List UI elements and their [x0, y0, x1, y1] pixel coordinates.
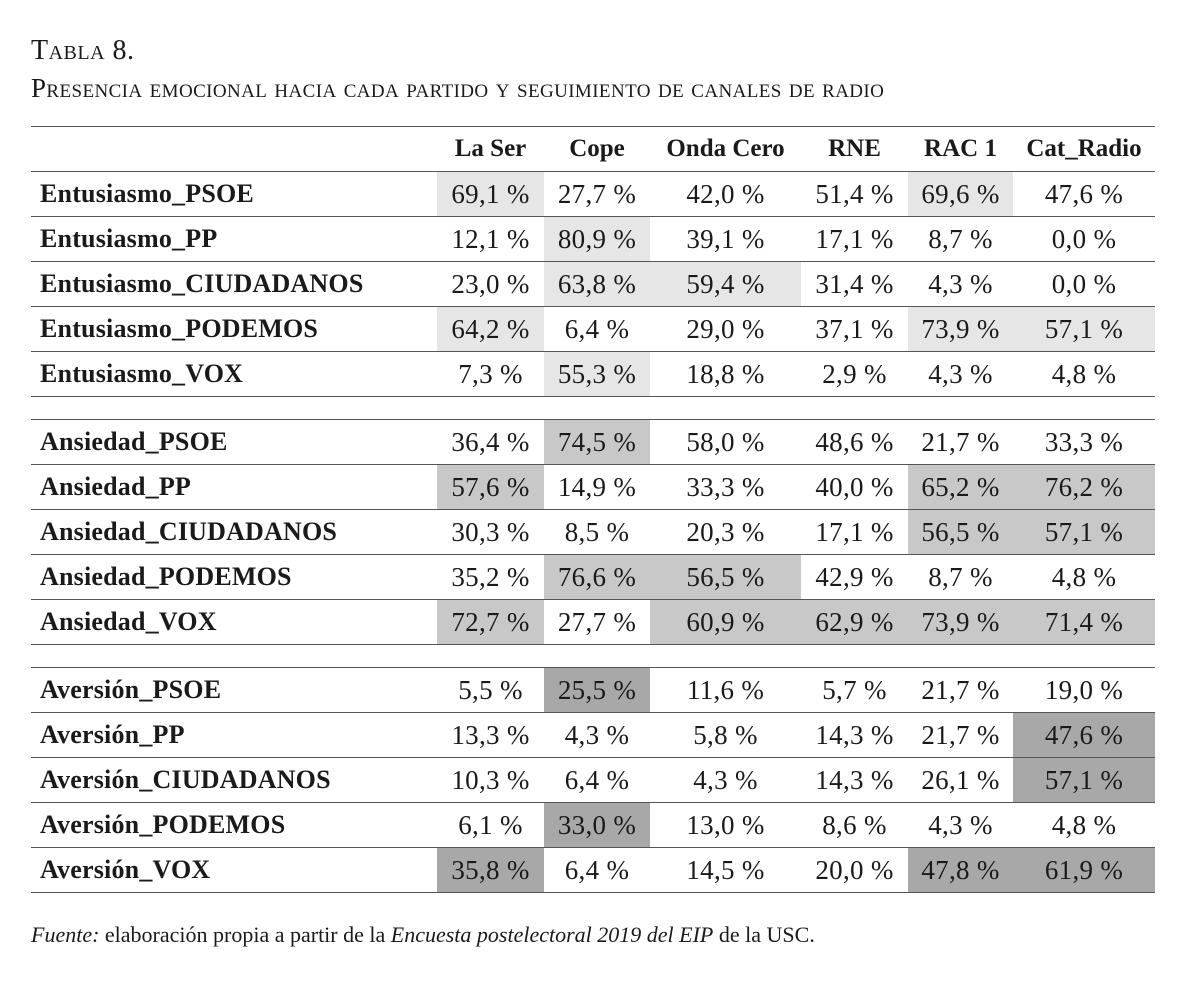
value-cell: 17,1 %: [801, 510, 908, 555]
value-cell: 4,3 %: [650, 758, 801, 803]
value-cell: 5,8 %: [650, 713, 801, 758]
table-row: [31, 758, 1155, 803]
value-cell: 6,4 %: [544, 307, 650, 352]
value-cell: 73,9 %: [908, 307, 1013, 352]
value-cell: 21,7 %: [908, 668, 1013, 713]
table-row: [31, 510, 1155, 555]
table-row: [31, 555, 1155, 600]
value-cell: 0,0 %: [1013, 217, 1155, 262]
value-cell: 0,0 %: [1013, 262, 1155, 307]
source-prefix: Fuente:: [31, 922, 100, 947]
value-cell: 6,4 %: [544, 848, 650, 893]
row-label: Entusiasmo_CIUDADANOS: [31, 262, 437, 307]
value-cell: 35,2 %: [437, 555, 544, 600]
value-cell: 4,3 %: [908, 262, 1013, 307]
value-cell: 56,5 %: [650, 555, 801, 600]
value-cell: 47,6 %: [1013, 713, 1155, 758]
value-cell: 4,8 %: [1013, 803, 1155, 848]
table-row: [31, 668, 1155, 713]
value-cell: 62,9 %: [801, 600, 908, 645]
group-spacer-row: [31, 397, 1155, 420]
value-cell: 7,3 %: [437, 352, 544, 397]
value-cell: 4,3 %: [908, 803, 1013, 848]
value-cell: 13,0 %: [650, 803, 801, 848]
value-cell: 18,8 %: [650, 352, 801, 397]
value-cell: 20,0 %: [801, 848, 908, 893]
table-row: [31, 420, 1155, 465]
value-cell: 65,2 %: [908, 465, 1013, 510]
value-cell: 11,6 %: [650, 668, 801, 713]
value-cell: 69,6 %: [908, 172, 1013, 217]
header-cell-rac1: RAC 1: [908, 127, 1013, 172]
table-label: Tabla 8.: [31, 35, 135, 66]
value-cell: 72,7 %: [437, 600, 544, 645]
source-text-1: elaboración propia a partir de la: [99, 922, 391, 947]
value-cell: 57,1 %: [1013, 510, 1155, 555]
row-label: Ansiedad_PODEMOS: [31, 555, 437, 600]
value-cell: 64,2 %: [437, 307, 544, 352]
value-cell: 71,4 %: [1013, 600, 1155, 645]
row-label: Ansiedad_PSOE: [31, 420, 437, 465]
value-cell: 60,9 %: [650, 600, 801, 645]
row-label: Entusiasmo_PSOE: [31, 172, 437, 217]
table-row: [31, 848, 1155, 893]
value-cell: 74,5 %: [544, 420, 650, 465]
value-cell: 14,9 %: [544, 465, 650, 510]
table-row: [31, 713, 1155, 758]
value-cell: 8,6 %: [801, 803, 908, 848]
value-cell: 4,3 %: [908, 352, 1013, 397]
header-cell-cat-radio: Cat_Radio: [1013, 127, 1155, 172]
value-cell: 14,3 %: [801, 758, 908, 803]
value-cell: 47,6 %: [1013, 172, 1155, 217]
value-cell: 2,9 %: [801, 352, 908, 397]
value-cell: 47,8 %: [908, 848, 1013, 893]
row-label: Aversión_PODEMOS: [31, 803, 437, 848]
value-cell: 10,3 %: [437, 758, 544, 803]
value-cell: 14,3 %: [801, 713, 908, 758]
source-text-2: de la USC.: [713, 922, 815, 947]
value-cell: 76,2 %: [1013, 465, 1155, 510]
value-cell: 69,1 %: [437, 172, 544, 217]
value-cell: 73,9 %: [908, 600, 1013, 645]
value-cell: 8,7 %: [908, 217, 1013, 262]
row-label: Aversión_PP: [31, 713, 437, 758]
value-cell: 57,1 %: [1013, 307, 1155, 352]
value-cell: 33,0 %: [544, 803, 650, 848]
value-cell: 5,5 %: [437, 668, 544, 713]
value-cell: 55,3 %: [544, 352, 650, 397]
value-cell: 4,8 %: [1013, 555, 1155, 600]
table-row: [31, 352, 1155, 397]
source-note: [31, 922, 815, 948]
value-cell: 36,4 %: [437, 420, 544, 465]
value-cell: 42,9 %: [801, 555, 908, 600]
title-block: [31, 34, 884, 106]
value-cell: 29,0 %: [650, 307, 801, 352]
value-cell: 19,0 %: [1013, 668, 1155, 713]
row-label: Aversión_CIUDADANOS: [31, 758, 437, 803]
value-cell: 23,0 %: [437, 262, 544, 307]
value-cell: 59,4 %: [650, 262, 801, 307]
value-cell: 63,8 %: [544, 262, 650, 307]
value-cell: 8,5 %: [544, 510, 650, 555]
value-cell: 8,7 %: [908, 555, 1013, 600]
table-row: [31, 172, 1155, 217]
value-cell: 27,7 %: [544, 172, 650, 217]
value-cell: 5,7 %: [801, 668, 908, 713]
value-cell: 21,7 %: [908, 420, 1013, 465]
value-cell: 33,3 %: [650, 465, 801, 510]
header-cell-rne: RNE: [801, 127, 908, 172]
value-cell: 80,9 %: [544, 217, 650, 262]
value-cell: 57,1 %: [1013, 758, 1155, 803]
row-label: Ansiedad_CIUDADANOS: [31, 510, 437, 555]
table-row: [31, 600, 1155, 645]
value-cell: 26,1 %: [908, 758, 1013, 803]
value-cell: 35,8 %: [437, 848, 544, 893]
value-cell: 58,0 %: [650, 420, 801, 465]
value-cell: 20,3 %: [650, 510, 801, 555]
table-row: [31, 465, 1155, 510]
value-cell: 39,1 %: [650, 217, 801, 262]
value-cell: 40,0 %: [801, 465, 908, 510]
table-row: [31, 217, 1155, 262]
value-cell: 31,4 %: [801, 262, 908, 307]
table-caption: Presencia emocional hacia cada partido y seguimiento de canales de radio: [31, 73, 885, 103]
value-cell: 6,4 %: [544, 758, 650, 803]
header-row: [31, 127, 1155, 172]
value-cell: 37,1 %: [801, 307, 908, 352]
row-label: Entusiasmo_VOX: [31, 352, 437, 397]
row-label: Entusiasmo_PODEMOS: [31, 307, 437, 352]
value-cell: 76,6 %: [544, 555, 650, 600]
source-work-title: Encuesta postelectoral 2019 del EIP: [390, 922, 714, 947]
group-spacer-row: [31, 645, 1155, 668]
value-cell: 13,3 %: [437, 713, 544, 758]
value-cell: 56,5 %: [908, 510, 1013, 555]
spacer-cell: [31, 645, 1155, 668]
value-cell: 21,7 %: [908, 713, 1013, 758]
value-cell: 6,1 %: [437, 803, 544, 848]
row-label: Ansiedad_VOX: [31, 600, 437, 645]
value-cell: 61,9 %: [1013, 848, 1155, 893]
value-cell: 17,1 %: [801, 217, 908, 262]
value-cell: 4,8 %: [1013, 352, 1155, 397]
data-table: [31, 126, 1155, 893]
value-cell: 30,3 %: [437, 510, 544, 555]
table-row: [31, 262, 1155, 307]
row-label: Aversión_VOX: [31, 848, 437, 893]
header-cell-empty: [31, 127, 437, 172]
row-label: Entusiasmo_PP: [31, 217, 437, 262]
value-cell: 48,6 %: [801, 420, 908, 465]
header-cell-onda-cero: Onda Cero: [650, 127, 801, 172]
value-cell: 42,0 %: [650, 172, 801, 217]
row-label: Aversión_PSOE: [31, 668, 437, 713]
header-cell-la-ser: La Ser: [437, 127, 544, 172]
value-cell: 14,5 %: [650, 848, 801, 893]
value-cell: 57,6 %: [437, 465, 544, 510]
value-cell: 12,1 %: [437, 217, 544, 262]
row-label: Ansiedad_PP: [31, 465, 437, 510]
header-cell-cope: Cope: [544, 127, 650, 172]
value-cell: 33,3 %: [1013, 420, 1155, 465]
table-body: [31, 172, 1155, 893]
table-row: [31, 803, 1155, 848]
spacer-cell: [31, 397, 1155, 420]
value-cell: 4,3 %: [544, 713, 650, 758]
value-cell: 27,7 %: [544, 600, 650, 645]
value-cell: 25,5 %: [544, 668, 650, 713]
value-cell: 51,4 %: [801, 172, 908, 217]
table-row: [31, 307, 1155, 352]
